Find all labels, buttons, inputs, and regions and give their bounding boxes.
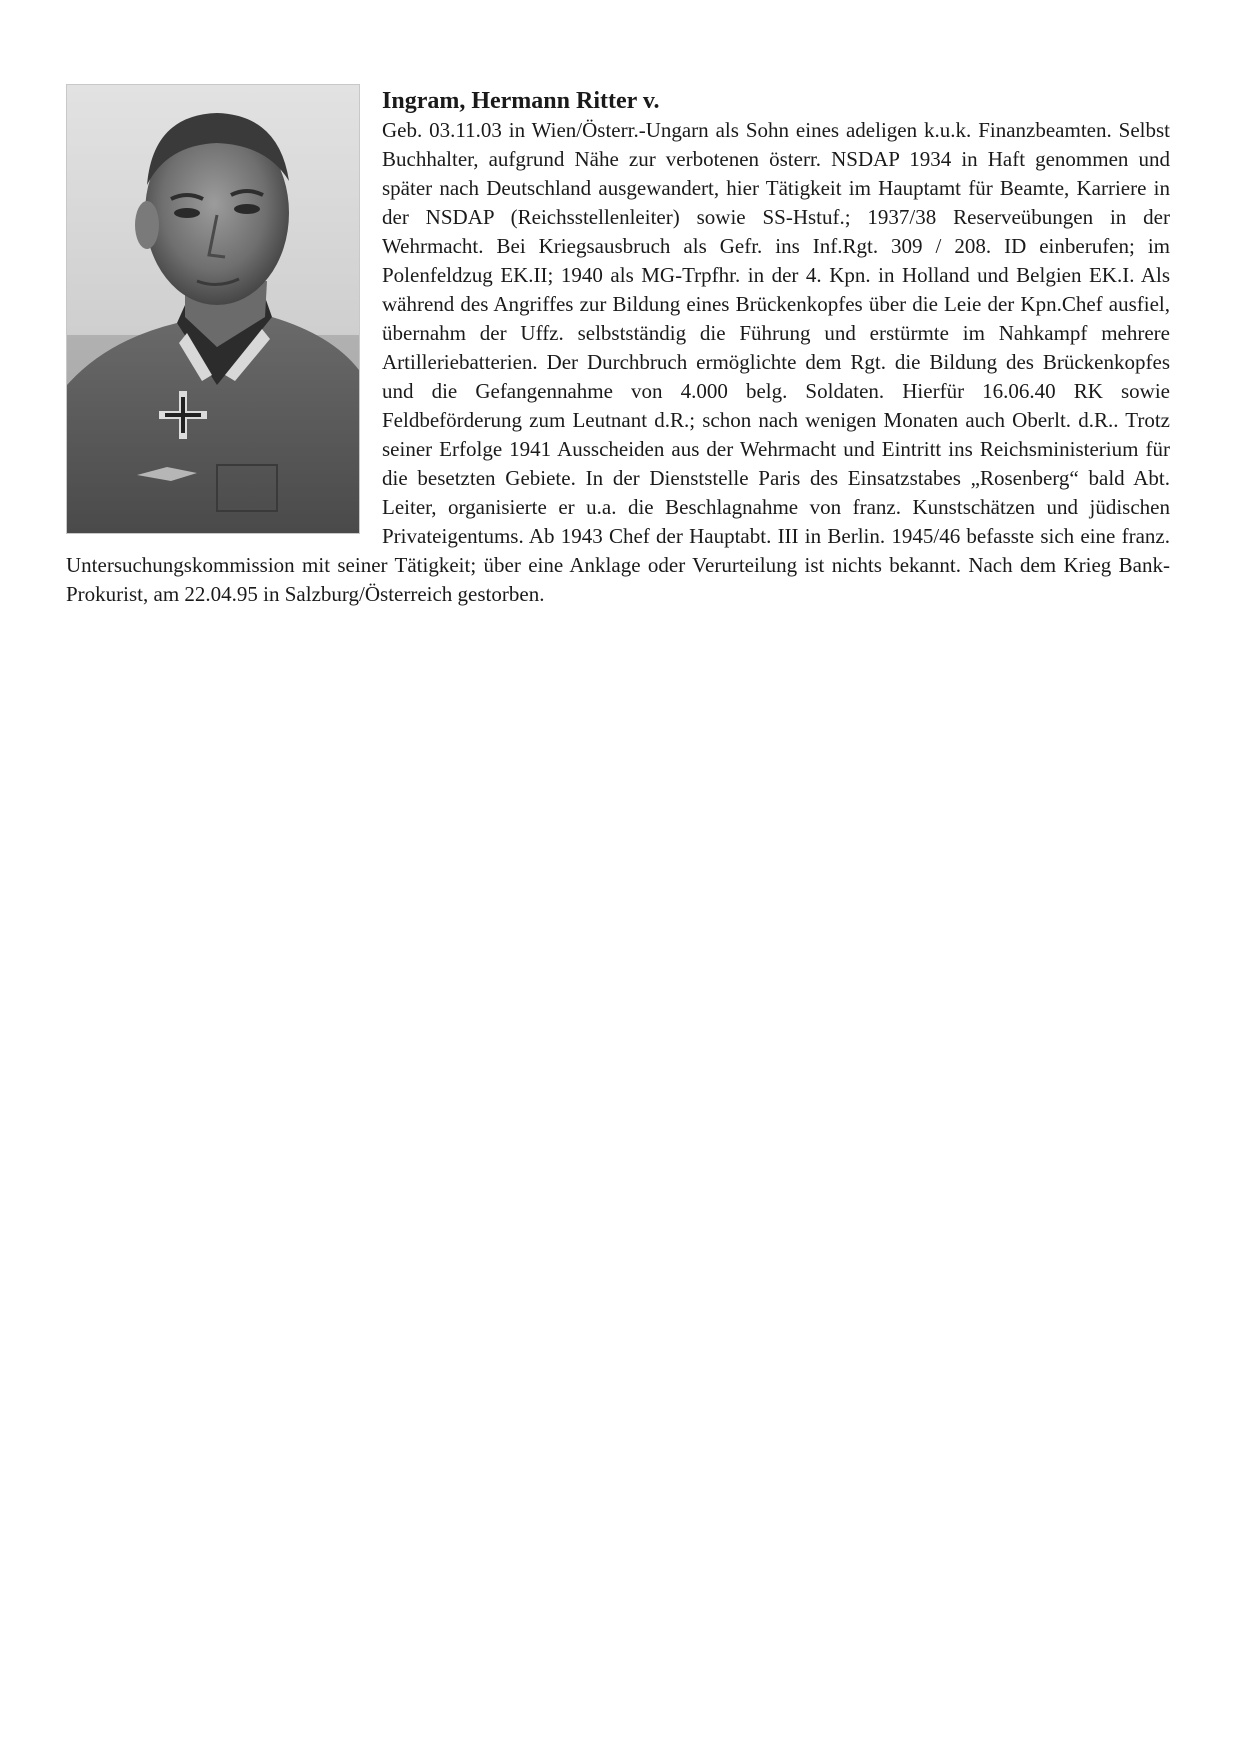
biography-entry [66, 84, 1170, 609]
portrait-photo [66, 84, 360, 534]
entry-name: Ingram, Hermann Ritter v. [382, 88, 660, 114]
portrait-photo-graphic [67, 85, 359, 533]
entry-biography: Geb. 03.11.03 in Wien/Österr.-Ungarn als Sohn eines adeligen k.u.k. Finanzbeamten. Selbst Buchhalter, aufgrund Nähe zur verbotenen österr. NSDAP 1934 in Haft genommen und später nach Deutschland ausgewandert, hier Tätigkeit im Hauptamt für Beamte, Karriere in der NSDAP (Reichsstellenleiter) sowie SS-Hstuf.; 1937/38 Reserveübungen in der Wehrmacht. Bei Kriegsausbruch als Gefr. ins Inf.Rgt. 309 / 208. ID einberufen; im Polenfeldzug EK.II; 1940 als MG-Trpfhr. in der 4. Kpn. in Holland und Belgien EK.I. Als während des Angriffes zur Bildung eines Brückenkopfes über die Leie der Kpn.Chef ausfiel, übernahm der Uffz. selbstständig die Führung und erstürmte im Nahkampf mehrere Artilleriebatterien. Der Durchbruch ermöglichte dem Rgt. die Bildung des Brückenkopfes und die Gefangennahme von 4.000 belg. Soldaten. Hierfür 16.06.40 RK sowie Feldbeförderung zum Leutnant d.R.; schon nach wenigen Monaten auch Oberlt. d.R.. Trotz seiner Erfolge 1941 Ausscheiden aus der Wehrmacht und Eintritt ins Reichsministerium für die besetzten Gebiete. In der Dienststelle Paris des Einsatzstabes „Rosenberg“ bald Abt. Leiter, organisierte er u.a. die Beschlagnahme von franz. Kunstschätzen und jüdischen Privateigentums. Ab 1943 Chef der Hauptabt. III in Berlin. 1945/46 befasste sich eine franz. Untersuchungskommission mit seiner Tätigkeit; über eine Anklage oder Verurteilung ist nichts bekannt. Nach dem Krieg Bank-Prokurist, am 22.04.95 in Salzburg/Österreich gestorben. [66, 118, 1170, 606]
